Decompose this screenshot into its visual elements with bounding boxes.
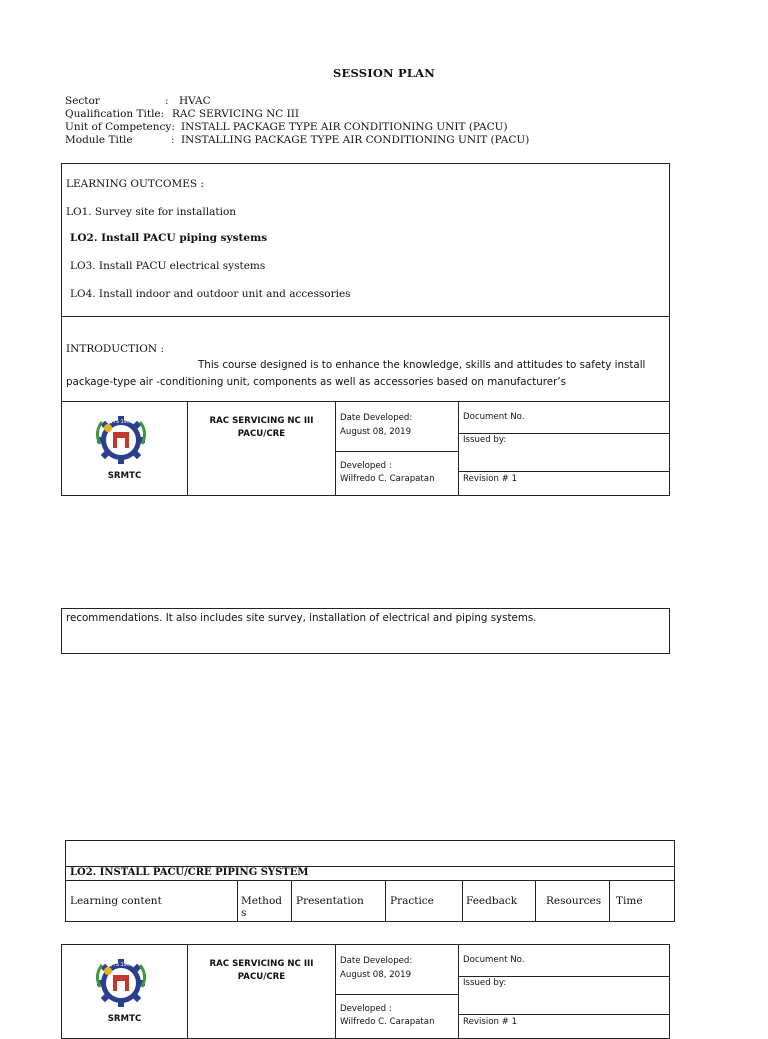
meta-label: Qualification Title:: [65, 108, 165, 120]
column-header: Time: [616, 895, 643, 907]
srmtc-logo: [86, 957, 156, 1009]
introduction-box: [61, 316, 670, 402]
meta-label: Unit of Competency:: [65, 121, 175, 133]
document-header-repeat: [61, 944, 670, 1039]
developed-by-label: Developed :: [340, 1004, 392, 1014]
lo-item: LO1. Survey site for installation: [66, 206, 237, 218]
lo2-table: [65, 840, 675, 922]
page-title: SESSION PLAN: [333, 66, 435, 80]
introduction-continuation-box: [61, 608, 670, 654]
meta-value: INSTALLING PACKAGE TYPE AIR CONDITIONING UNIT (PACU): [181, 134, 530, 146]
meta-value: RAC SERVICING NC III: [172, 108, 300, 120]
course-line-2: PACU/CRE: [237, 429, 286, 439]
meta-sep: :: [165, 95, 169, 107]
document-header: [61, 401, 670, 496]
introduction-heading: INTRODUCTION :: [66, 343, 164, 355]
logo-text: QTS 1900: [108, 419, 134, 425]
course-line-2: PACU/CRE: [237, 972, 286, 982]
issued-by: Issued by:: [463, 978, 507, 988]
gear-logo-icon: [86, 414, 156, 466]
revision: Revision # 1: [463, 474, 518, 484]
column-header: Feedback: [466, 895, 518, 907]
column-header: Learning content: [70, 895, 162, 907]
column-header: Practice: [390, 895, 434, 907]
column-header: Presentation: [296, 895, 364, 907]
date-developed-label: Date Developed:: [340, 413, 413, 423]
developed-by-label: Developed :: [340, 461, 392, 471]
lo2-table-title: LO2. INSTALL PACU/CRE PIPING SYSTEM: [70, 867, 309, 878]
lo-item: LO4. Install indoor and outdoor unit and accessories: [70, 288, 351, 300]
meta-value: HVAC: [179, 95, 211, 107]
meta-module: [65, 134, 529, 147]
logo-text: QTS 1900: [108, 962, 134, 968]
meta-label: Sector: [65, 95, 100, 107]
lo-item: LO3. Install PACU electrical systems: [70, 260, 266, 272]
date-developed-value: August 08, 2019: [340, 970, 412, 980]
learning-outcomes-heading: LEARNING OUTCOMES :: [66, 178, 204, 190]
revision: Revision # 1: [463, 1017, 518, 1027]
org-name: SRMTC: [107, 1014, 142, 1024]
date-developed-value: August 08, 2019: [340, 427, 412, 437]
introduction-continuation: recommendations. It also includes site survey, installation of electrical and piping systems.: [66, 612, 537, 624]
developed-by-value: Wilfredo C. Carapatan: [340, 1017, 435, 1027]
course-line-1: RAC SERVICING NC III: [209, 959, 314, 969]
meta-qualification: [65, 108, 299, 121]
document-no: Document No.: [463, 955, 525, 965]
meta-value: INSTALL PACKAGE TYPE AIR CONDITIONING UNIT (PACU): [181, 121, 508, 133]
document-no: Document No.: [463, 412, 525, 422]
org-name: SRMTC: [107, 471, 142, 481]
lo-item: LO2. Install PACU piping systems: [70, 232, 268, 244]
date-developed-label: Date Developed:: [340, 956, 413, 966]
column-header: Resources: [546, 895, 602, 907]
meta-sector: [65, 95, 211, 108]
introduction-line-2: package-type air -conditioning unit, components as well as accessories based on manufacturer’s: [66, 376, 566, 388]
learning-outcomes-box: [61, 163, 670, 317]
meta-sep: :: [171, 134, 175, 146]
gear-logo-icon: [86, 957, 156, 1009]
meta-label: Module Title: [65, 134, 133, 146]
introduction-line-1: This course designed is to enhance the knowledge, skills and attitudes to safety install: [198, 359, 646, 371]
developed-by-value: Wilfredo C. Carapatan: [340, 474, 435, 484]
column-header: Method s: [241, 895, 282, 919]
meta-unit: [65, 121, 508, 134]
srmtc-logo: [86, 414, 156, 466]
issued-by: Issued by:: [463, 435, 507, 445]
course-line-1: RAC SERVICING NC III: [209, 416, 314, 426]
